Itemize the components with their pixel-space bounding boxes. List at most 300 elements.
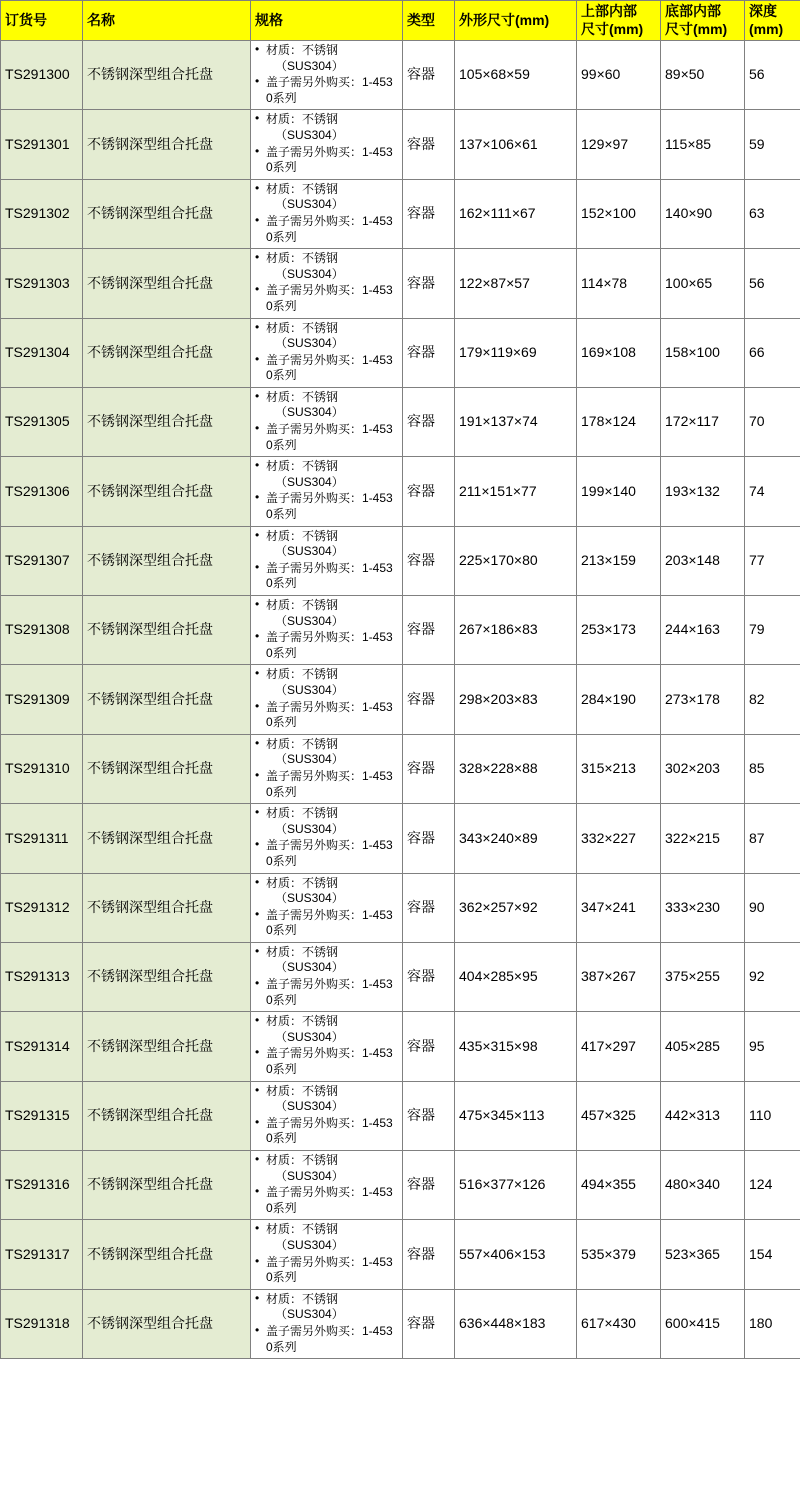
column-header-name (83, 1, 251, 41)
cell-specification (251, 1081, 403, 1150)
cell-top-inner-size: 178×124 (577, 387, 661, 456)
cell-outer-size: 211×151×77 (455, 457, 577, 526)
spec-material-sub: （SUS304） (275, 127, 344, 142)
cell-bottom-inner-size: 322×215 (661, 804, 745, 873)
spec-material-sub: （SUS304） (275, 544, 344, 559)
spec-lid-sub: 4530系列 (266, 838, 393, 868)
cell-type: 容器 (403, 1012, 455, 1081)
cell-outer-size: 179×119×69 (455, 318, 577, 387)
spec-material-label: 材质：不锈钢 (266, 1222, 339, 1237)
cell-top-inner-size: 494×355 (577, 1151, 661, 1220)
cell-product-name: 不锈钢深型组合托盘 (83, 457, 251, 526)
spec-bullet-material (255, 945, 398, 976)
spec-lid-label: 盖子需另外购买：1- (266, 422, 373, 437)
spec-material-label: 材质：不锈钢 (266, 1291, 339, 1306)
cell-outer-size: 516×377×126 (455, 1151, 577, 1220)
spec-bullet-material (255, 876, 398, 907)
spec-bullet-material (255, 1222, 398, 1253)
cell-depth: 180 (745, 1289, 800, 1358)
cell-order-code: TS291306 (1, 457, 83, 526)
cell-type: 容器 (403, 873, 455, 942)
spec-bullet-list (255, 667, 398, 730)
spec-material-label: 材质：不锈钢 (266, 528, 339, 543)
cell-top-inner-size: 199×140 (577, 457, 661, 526)
spec-material-sub: （SUS304） (275, 682, 344, 697)
header-text: 规格 (255, 11, 283, 28)
spec-lid-label: 盖子需另外购买：1- (266, 283, 373, 298)
spec-bullet-list (255, 1222, 398, 1285)
cell-specification (251, 1012, 403, 1081)
spec-bullet-lid (255, 353, 398, 384)
cell-bottom-inner-size: 302×203 (661, 734, 745, 803)
cell-type: 容器 (403, 457, 455, 526)
cell-outer-size: 267×186×83 (455, 596, 577, 665)
header-text: 外形尺寸(mm) (459, 11, 550, 28)
cell-bottom-inner-size: 480×340 (661, 1151, 745, 1220)
spec-lid-label: 盖子需另外购买：1- (266, 1046, 373, 1061)
cell-specification (251, 249, 403, 318)
cell-top-inner-size: 417×297 (577, 1012, 661, 1081)
spec-bullet-material (255, 598, 398, 629)
spec-bullet-material (255, 529, 398, 560)
cell-depth: 87 (745, 804, 800, 873)
cell-order-code: TS291310 (1, 734, 83, 803)
spec-bullet-list (255, 390, 398, 453)
cell-product-name: 不锈钢深型组合托盘 (83, 1289, 251, 1358)
table-row (1, 1081, 800, 1150)
spec-lid-label: 盖子需另外购买：1- (266, 630, 373, 645)
spec-material-sub: （SUS304） (275, 891, 344, 906)
spec-bullet-list (255, 598, 398, 661)
cell-bottom-inner-size: 333×230 (661, 873, 745, 942)
spec-bullet-material (255, 1153, 398, 1184)
spec-bullet-material (255, 43, 398, 74)
cell-depth: 70 (745, 387, 800, 456)
table-row (1, 110, 800, 179)
spec-bullet-material (255, 390, 398, 421)
column-header-top-inner-size (577, 1, 661, 41)
spec-lid-label: 盖子需另外购买：1- (266, 1115, 373, 1130)
spec-bullet-lid (255, 1046, 398, 1077)
spec-bullet-list (255, 1084, 398, 1147)
spec-lid-label: 盖子需另外购买：1- (266, 977, 373, 992)
spec-bullet-lid (255, 75, 398, 106)
cell-depth: 66 (745, 318, 800, 387)
spec-bullet-material (255, 112, 398, 143)
spec-material-label: 材质：不锈钢 (266, 320, 339, 335)
cell-top-inner-size: 387×267 (577, 942, 661, 1011)
cell-specification (251, 1220, 403, 1289)
cell-type: 容器 (403, 249, 455, 318)
spec-material-label: 材质：不锈钢 (266, 389, 339, 404)
table-body (1, 41, 800, 1359)
cell-product-name: 不锈钢深型组合托盘 (83, 734, 251, 803)
cell-bottom-inner-size: 442×313 (661, 1081, 745, 1150)
spec-bullet-lid (255, 1324, 398, 1355)
cell-product-name: 不锈钢深型组合托盘 (83, 249, 251, 318)
spec-bullet-list (255, 1014, 398, 1077)
spec-lid-sub: 4530系列 (266, 699, 393, 730)
column-header-outer-size (455, 1, 577, 41)
cell-bottom-inner-size: 115×85 (661, 110, 745, 179)
spec-lid-sub: 4530系列 (266, 352, 393, 383)
cell-outer-size: 328×228×88 (455, 734, 577, 803)
cell-product-name: 不锈钢深型组合托盘 (83, 179, 251, 248)
cell-product-name: 不锈钢深型组合托盘 (83, 387, 251, 456)
cell-specification (251, 873, 403, 942)
cell-top-inner-size: 347×241 (577, 873, 661, 942)
spec-bullet-lid (255, 491, 398, 522)
cell-order-code: TS291312 (1, 873, 83, 942)
column-header-order-code (1, 1, 83, 41)
spec-material-sub: （SUS304） (275, 613, 344, 628)
cell-type: 容器 (403, 179, 455, 248)
cell-order-code: TS291300 (1, 41, 83, 110)
table-row (1, 942, 800, 1011)
spec-bullet-list (255, 737, 398, 800)
cell-type: 容器 (403, 804, 455, 873)
cell-outer-size: 122×87×57 (455, 249, 577, 318)
spec-material-sub: （SUS304） (275, 752, 344, 767)
spec-material-label: 材质：不锈钢 (266, 459, 339, 474)
table-row (1, 526, 800, 595)
spec-bullet-material (255, 459, 398, 490)
spec-bullet-lid (255, 561, 398, 592)
spec-bullet-material (255, 667, 398, 698)
spec-lid-sub: 4530系列 (266, 977, 393, 1007)
cell-order-code: TS291301 (1, 110, 83, 179)
spec-bullet-list (255, 1292, 398, 1355)
cell-bottom-inner-size: 523×365 (661, 1220, 745, 1289)
cell-type: 容器 (403, 110, 455, 179)
cell-bottom-inner-size: 600×415 (661, 1289, 745, 1358)
table-row (1, 804, 800, 873)
spec-bullet-material (255, 321, 398, 352)
spec-material-sub: （SUS304） (275, 1307, 344, 1322)
spec-lid-sub: 4530系列 (266, 213, 393, 244)
header-text: 类型 (407, 11, 435, 28)
spec-bullet-lid (255, 769, 398, 800)
spec-bullet-material (255, 1084, 398, 1115)
spec-lid-sub: 4530系列 (266, 907, 393, 938)
spec-bullet-lid (255, 1255, 398, 1286)
cell-type: 容器 (403, 1220, 455, 1289)
cell-type: 容器 (403, 318, 455, 387)
cell-outer-size: 475×345×113 (455, 1081, 577, 1150)
cell-depth: 56 (745, 41, 800, 110)
table-row (1, 1289, 800, 1358)
cell-type: 容器 (403, 1081, 455, 1150)
cell-top-inner-size: 169×108 (577, 318, 661, 387)
spec-bullet-list (255, 43, 398, 106)
cell-type: 容器 (403, 1151, 455, 1220)
cell-specification (251, 318, 403, 387)
header-text: 底部内部 (665, 3, 721, 19)
cell-specification (251, 457, 403, 526)
spec-lid-label: 盖子需另外购买：1- (266, 1254, 373, 1269)
cell-bottom-inner-size: 140×90 (661, 179, 745, 248)
spec-lid-label: 盖子需另外购买：1- (266, 1185, 373, 1200)
cell-depth: 95 (745, 1012, 800, 1081)
cell-product-name: 不锈钢深型组合托盘 (83, 318, 251, 387)
cell-top-inner-size: 114×78 (577, 249, 661, 318)
cell-bottom-inner-size: 244×163 (661, 596, 745, 665)
spec-lid-sub: 4530系列 (266, 1323, 393, 1354)
spec-bullet-list (255, 182, 398, 245)
spec-material-label: 材质：不锈钢 (266, 1153, 339, 1167)
cell-order-code: TS291305 (1, 387, 83, 456)
cell-specification (251, 734, 403, 803)
table-row (1, 457, 800, 526)
spec-bullet-list (255, 251, 398, 314)
cell-outer-size: 435×315×98 (455, 1012, 577, 1081)
spec-material-sub: （SUS304） (275, 58, 344, 73)
cell-depth: 124 (745, 1151, 800, 1220)
cell-outer-size: 404×285×95 (455, 942, 577, 1011)
cell-specification (251, 596, 403, 665)
header-text: 上部内部 (581, 3, 637, 19)
spec-bullet-lid (255, 1116, 398, 1147)
cell-top-inner-size: 315×213 (577, 734, 661, 803)
spec-lid-sub: 4530系列 (266, 491, 393, 522)
spec-material-sub: （SUS304） (275, 960, 344, 975)
cell-top-inner-size: 152×100 (577, 179, 661, 248)
cell-specification (251, 942, 403, 1011)
spec-bullet-list (255, 806, 398, 869)
cell-top-inner-size: 253×173 (577, 596, 661, 665)
spec-lid-sub: 4530系列 (266, 560, 393, 591)
spec-bullet-lid (255, 145, 398, 176)
cell-bottom-inner-size: 100×65 (661, 249, 745, 318)
cell-depth: 82 (745, 665, 800, 734)
spec-lid-label: 盖子需另外购买：1- (266, 352, 373, 367)
spec-material-label: 材质：不锈钢 (266, 667, 339, 682)
spec-material-sub: （SUS304） (275, 821, 344, 836)
cell-depth: 63 (745, 179, 800, 248)
cell-depth: 154 (745, 1220, 800, 1289)
spec-lid-label: 盖子需另外购买：1- (266, 560, 373, 575)
cell-type: 容器 (403, 387, 455, 456)
table-row (1, 873, 800, 942)
cell-product-name: 不锈钢深型组合托盘 (83, 665, 251, 734)
spec-lid-label: 盖子需另外购买：1- (266, 144, 373, 159)
table-row (1, 318, 800, 387)
cell-specification (251, 804, 403, 873)
cell-outer-size: 557×406×153 (455, 1220, 577, 1289)
cell-depth: 90 (745, 873, 800, 942)
spec-bullet-list (255, 945, 398, 1008)
cell-depth: 56 (745, 249, 800, 318)
cell-top-inner-size: 457×325 (577, 1081, 661, 1150)
spec-bullet-material (255, 806, 398, 837)
cell-outer-size: 191×137×74 (455, 387, 577, 456)
cell-product-name: 不锈钢深型组合托盘 (83, 1151, 251, 1220)
spec-lid-sub: 4530系列 (266, 283, 393, 313)
cell-specification (251, 526, 403, 595)
cell-bottom-inner-size: 203×148 (661, 526, 745, 595)
cell-top-inner-size: 99×60 (577, 41, 661, 110)
spec-material-label: 材质：不锈钢 (266, 806, 339, 821)
spec-material-label: 材质：不锈钢 (266, 43, 339, 57)
cell-outer-size: 298×203×83 (455, 665, 577, 734)
cell-top-inner-size: 284×190 (577, 665, 661, 734)
spec-material-sub: （SUS304） (275, 1168, 344, 1183)
column-header-type (403, 1, 455, 41)
spec-lid-sub: 4530系列 (266, 1046, 393, 1077)
cell-depth: 92 (745, 942, 800, 1011)
cell-outer-size: 636×448×183 (455, 1289, 577, 1358)
spec-bullet-material (255, 737, 398, 768)
cell-depth: 59 (745, 110, 800, 179)
spec-lid-label: 盖子需另外购买：1- (266, 768, 373, 783)
table-row (1, 734, 800, 803)
spec-material-label: 材质：不锈钢 (266, 944, 339, 959)
cell-type: 容器 (403, 596, 455, 665)
cell-outer-size: 343×240×89 (455, 804, 577, 873)
spec-bullet-list (255, 112, 398, 175)
spec-lid-sub: 4530系列 (266, 75, 393, 105)
cell-depth: 110 (745, 1081, 800, 1150)
cell-type: 容器 (403, 1289, 455, 1358)
spec-material-label: 材质：不锈钢 (266, 875, 339, 890)
cell-outer-size: 137×106×61 (455, 110, 577, 179)
cell-type: 容器 (403, 41, 455, 110)
table-row (1, 1220, 800, 1289)
cell-product-name: 不锈钢深型组合托盘 (83, 1220, 251, 1289)
header-text: 深度 (749, 3, 777, 19)
spec-lid-sub: 4530系列 (266, 144, 393, 175)
spec-bullet-lid (255, 977, 398, 1008)
cell-bottom-inner-size: 193×132 (661, 457, 745, 526)
spec-material-sub: （SUS304） (275, 197, 344, 212)
spec-bullet-lid (255, 1185, 398, 1216)
cell-outer-size: 105×68×59 (455, 41, 577, 110)
cell-product-name: 不锈钢深型组合托盘 (83, 41, 251, 110)
header-text-line2: (mm) (749, 20, 784, 37)
cell-specification (251, 387, 403, 456)
spec-material-sub: （SUS304） (275, 474, 344, 489)
spec-material-label: 材质：不锈钢 (266, 598, 339, 612)
spec-bullet-list (255, 1153, 398, 1216)
spec-bullet-lid (255, 214, 398, 245)
cell-bottom-inner-size: 89×50 (661, 41, 745, 110)
cell-order-code: TS291317 (1, 1220, 83, 1289)
column-header-depth (745, 1, 800, 41)
spec-lid-sub: 4530系列 (266, 422, 393, 452)
spec-material-sub: （SUS304） (275, 1029, 344, 1044)
spec-lid-label: 盖子需另外购买：1- (266, 75, 373, 90)
cell-product-name: 不锈钢深型组合托盘 (83, 873, 251, 942)
spec-material-label: 材质：不锈钢 (266, 736, 339, 751)
table-row (1, 387, 800, 456)
spec-bullet-lid (255, 700, 398, 731)
cell-bottom-inner-size: 405×285 (661, 1012, 745, 1081)
spec-bullet-lid (255, 630, 398, 661)
spec-lid-label: 盖子需另外购买：1- (266, 838, 373, 853)
spec-bullet-list (255, 321, 398, 384)
cell-product-name: 不锈钢深型组合托盘 (83, 526, 251, 595)
spec-bullet-list (255, 459, 398, 522)
spec-bullet-lid (255, 908, 398, 939)
spec-lid-label: 盖子需另外购买：1- (266, 699, 373, 714)
cell-order-code: TS291313 (1, 942, 83, 1011)
spec-material-sub: （SUS304） (275, 266, 344, 281)
column-header-bottom-inner-size (661, 1, 745, 41)
cell-product-name: 不锈钢深型组合托盘 (83, 110, 251, 179)
spec-lid-label: 盖子需另外购买：1- (266, 491, 373, 506)
cell-top-inner-size: 129×97 (577, 110, 661, 179)
cell-bottom-inner-size: 158×100 (661, 318, 745, 387)
spec-bullet-list (255, 876, 398, 939)
cell-type: 容器 (403, 526, 455, 595)
spec-bullet-material (255, 1014, 398, 1045)
cell-specification (251, 110, 403, 179)
spec-lid-label: 盖子需另外购买：1- (266, 907, 373, 922)
cell-outer-size: 225×170×80 (455, 526, 577, 595)
cell-order-code: TS291308 (1, 596, 83, 665)
table-header (1, 1, 800, 41)
cell-order-code: TS291316 (1, 1151, 83, 1220)
cell-order-code: TS291302 (1, 179, 83, 248)
spec-lid-sub: 4530系列 (266, 1185, 393, 1215)
cell-specification (251, 1151, 403, 1220)
cell-order-code: TS291304 (1, 318, 83, 387)
header-text: 名称 (87, 11, 115, 28)
cell-specification (251, 665, 403, 734)
column-header-spec (251, 1, 403, 41)
cell-depth: 79 (745, 596, 800, 665)
spec-material-sub: （SUS304） (275, 1237, 344, 1252)
cell-product-name: 不锈钢深型组合托盘 (83, 804, 251, 873)
spec-material-label: 材质：不锈钢 (266, 1083, 339, 1098)
spec-bullet-lid (255, 283, 398, 314)
cell-specification (251, 1289, 403, 1358)
cell-outer-size: 162×111×67 (455, 179, 577, 248)
spec-lid-label: 盖子需另外购买：1- (266, 1323, 373, 1338)
cell-top-inner-size: 213×159 (577, 526, 661, 595)
header-row (1, 1, 800, 41)
header-text-line2: 尺寸(mm) (665, 20, 728, 37)
spec-lid-sub: 4530系列 (266, 1115, 393, 1146)
spec-lid-sub: 4530系列 (266, 630, 393, 660)
cell-depth: 74 (745, 457, 800, 526)
cell-order-code: TS291315 (1, 1081, 83, 1150)
cell-top-inner-size: 332×227 (577, 804, 661, 873)
cell-product-name: 不锈钢深型组合托盘 (83, 942, 251, 1011)
cell-bottom-inner-size: 172×117 (661, 387, 745, 456)
cell-type: 容器 (403, 665, 455, 734)
table-row (1, 1012, 800, 1081)
spec-bullet-list (255, 529, 398, 592)
cell-product-name: 不锈钢深型组合托盘 (83, 1012, 251, 1081)
table-row (1, 249, 800, 318)
cell-depth: 85 (745, 734, 800, 803)
header-text-line2: 尺寸(mm) (581, 20, 644, 37)
cell-top-inner-size: 617×430 (577, 1289, 661, 1358)
cell-order-code: TS291318 (1, 1289, 83, 1358)
cell-top-inner-size: 535×379 (577, 1220, 661, 1289)
spec-material-label: 材质：不锈钢 (266, 112, 339, 127)
spec-bullet-lid (255, 838, 398, 869)
spec-material-label: 材质：不锈钢 (266, 181, 339, 196)
spec-material-sub: （SUS304） (275, 405, 344, 420)
cell-order-code: TS291309 (1, 665, 83, 734)
cell-bottom-inner-size: 273×178 (661, 665, 745, 734)
cell-bottom-inner-size: 375×255 (661, 942, 745, 1011)
table-row (1, 665, 800, 734)
cell-order-code: TS291303 (1, 249, 83, 318)
cell-order-code: TS291311 (1, 804, 83, 873)
